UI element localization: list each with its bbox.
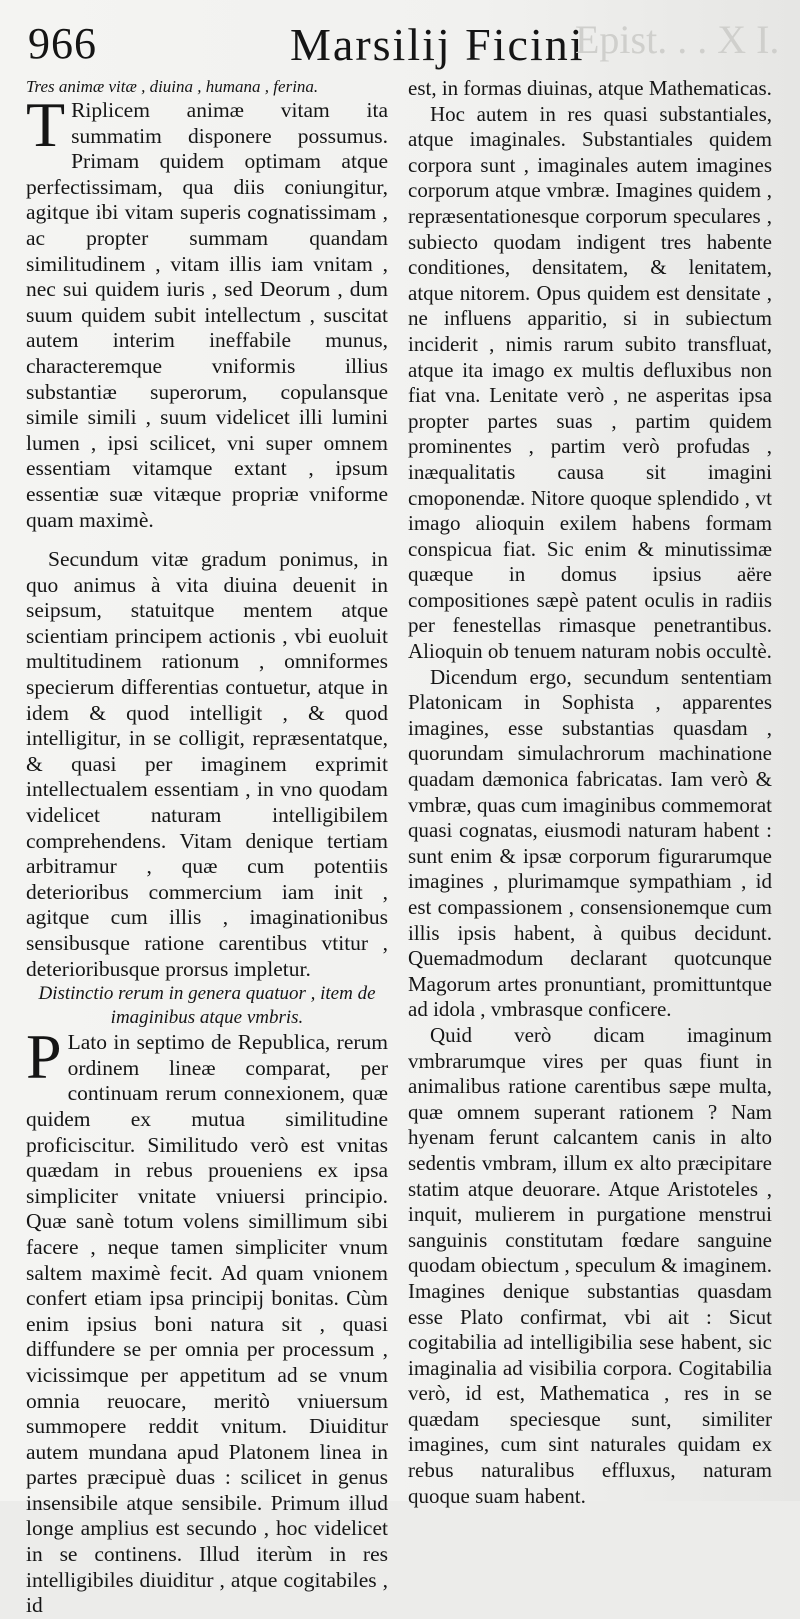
page-number: 966 bbox=[28, 19, 97, 68]
paragraph: Hoc autem in res quasi substantiales, atque imaginales. Substantiales quidem corpora sunt , imaginales autem imagines corporum atque vmbræ. Imagines quidem , repræsentationesque corporum speculares , subiecto quodam indigent tres habente conditiones, densitatem, & lenitatem, atque nitorem. Opus quidem est densitate , ne influens apparitio, si in subiectum inciderit , nimis rarum subito transfluat, atque ita imago ex multis defluxibus non fiat vna. Lenitate verò , ne asperitas ipsa propter partes suas , partim quidem prominentes , partim verò profudas , inæqualitatis causa sit imagini cmoponendæ. Nitore quoque splendido , vt imago alioquin exilem habens formam conspicua fiat. Sic enim & minutissimæ quæque in domus ipsius aëre compositiones sæpè patent oculis in radiis per fenestellas rimasque penetrantibus. Alioquin ob tenuem naturam nobis occultè. bbox=[408, 101, 772, 664]
paragraph: Quid verò dicam imaginum vmbrarumque vires per quas fiunt in animalibus ratione carentibus sæpe multa, quæ omnem superant rationem ? Nam hyenam ferunt calcantem canis in alto sedentis vmbram, illum ex alto præcipitare statim atque deuorare. Atque Aristoteles , inquit, mulierem in purgatione menstrui sanguinis constitutam fœdare sanguine quodam obiectum , speculum & imaginem. Imagines denique substantias quasdam esse Plato confirmat, vbi ait : Sicut cogitabilia ad intelligibilia sese habent, sic imaginalia ad visibilia corpora. Cogitabilia verò, id est, Mathematica , res in se quædam speciesque sunt, similiter imagines, cum sint naturales quidam ex rebus naturalibus effluxus, naturam quoque suam habent. bbox=[408, 1022, 772, 1508]
right-column bbox=[408, 76, 772, 1509]
paragraph: est, in formas diuinas, atque Mathematicas. bbox=[408, 76, 772, 100]
section-heading: Distinctio rerum in genera quatuor , item de imaginibus atque vmbris. bbox=[38, 983, 376, 1029]
show-through-text: Epist. . . X I. bbox=[575, 17, 780, 62]
drop-cap: P bbox=[26, 1021, 62, 1093]
paragraph-text: Riplicem animæ vitam ita summatim disponere possumus. Primam quidem optimam atque perfectissimam, qua diis coniungitur, agitque ibi vitam superis cognatissimam , ac propter summam quandam similitudinem , vitam illis iam vnitam , nec sui quidem iuris , sed Deorum , dum suum quidem subit intellectum , suscitat autem interim ineffabile munus, characteremque vniformis illius substantiæ superorum, copulansque simile simili , suum videlicet illi lumini lumen , ipsi scilicet, vni super omnem essentiam vitamque extant , ipsum essentiæ suæ vitæque propriæ vniforme quam maximè. bbox=[26, 98, 388, 532]
section-heading: Tres animæ vitæ , diuina , humana , ferina. bbox=[26, 77, 319, 96]
paragraph-text: Lato in septimo de Republica, rerum ordinem lineæ comparat, per continuam rerum connexionem, quæ quidem ex mutua similitudine proficiscitur. Similitudo verò est vnitas quædam in rebus proueniens ex ipsa simpliciter vnitate vniuersi principio. Quæ sanè totum volens simillimum sibi facere , neque tamen simpliciter vnum saltem maximè fecit. Ad quam vnionem confert etiam ipsa principij bonitas. Cùm enim ipsius boni natura sit , quasi diffundere se per omnia per processum , vicissimque per appetitum ad se vnum omnia reuocare, meritò vniuersum summopere reddit vnitum. Diuiditur autem mundana apud Platonem linea in partes præcipuè duas : scilicet in genus insensibile atque sensibile. Primum illud longe amplius est secundo , hoc videlicet in se continens. Illud iterùm in res intelligibiles diuiditur , atque cogitabiles , id bbox=[26, 1030, 388, 1618]
paragraph bbox=[26, 89, 388, 533]
page-header bbox=[0, 0, 800, 78]
paragraph: Secundum vitæ gradum ponimus, in quo animus à vita diuina deuenit in seipsum, statuitque mentem atque scientiam principem actionis , vbi euoluit multitudinem rationum , omniformes specierum differentias contuetur, atque in idem & quod intelligit , & quod intelligitur, in se colligit, repræsentatque, & quasi per imaginem exprimit intellectualem essentiam , in vno quodam videlicet naturam intelligibilem comprehendens. Vitam denique tertiam arbitramur , quæ cum potentiis deterioribus commercium iam init , agitque cum illis , imaginationibus sensibusque ratione carentibus vtitur , deterioribusque prorsus impletur. bbox=[26, 547, 388, 981]
running-title: Marsilij Ficini bbox=[290, 19, 585, 70]
paragraph bbox=[26, 1021, 388, 1619]
paragraph: Dicendum ergo, secundum sententiam Platonicam in Sophista , apparentes imagines, esse substantias quasdam , quorundam simulachrorum machinatione quadam dæmonica fabricatas. Iam verò & vmbræ, quas cum imaginibus commemorat quasi cognatas, eiusmodi naturam habent : sunt enim & ipsæ corporum figurarumque imagines , plurimamque sympathiam , id est compassionem , consensionemque cum illis ipsis habent, à quibus decidunt. Quemadmodum declarant quotcunque Magorum artes pronuntiant, promittuntque ad idola , vmbrasque conficere. bbox=[408, 664, 772, 1022]
left-column bbox=[26, 76, 388, 1619]
drop-cap: T bbox=[26, 89, 66, 160]
